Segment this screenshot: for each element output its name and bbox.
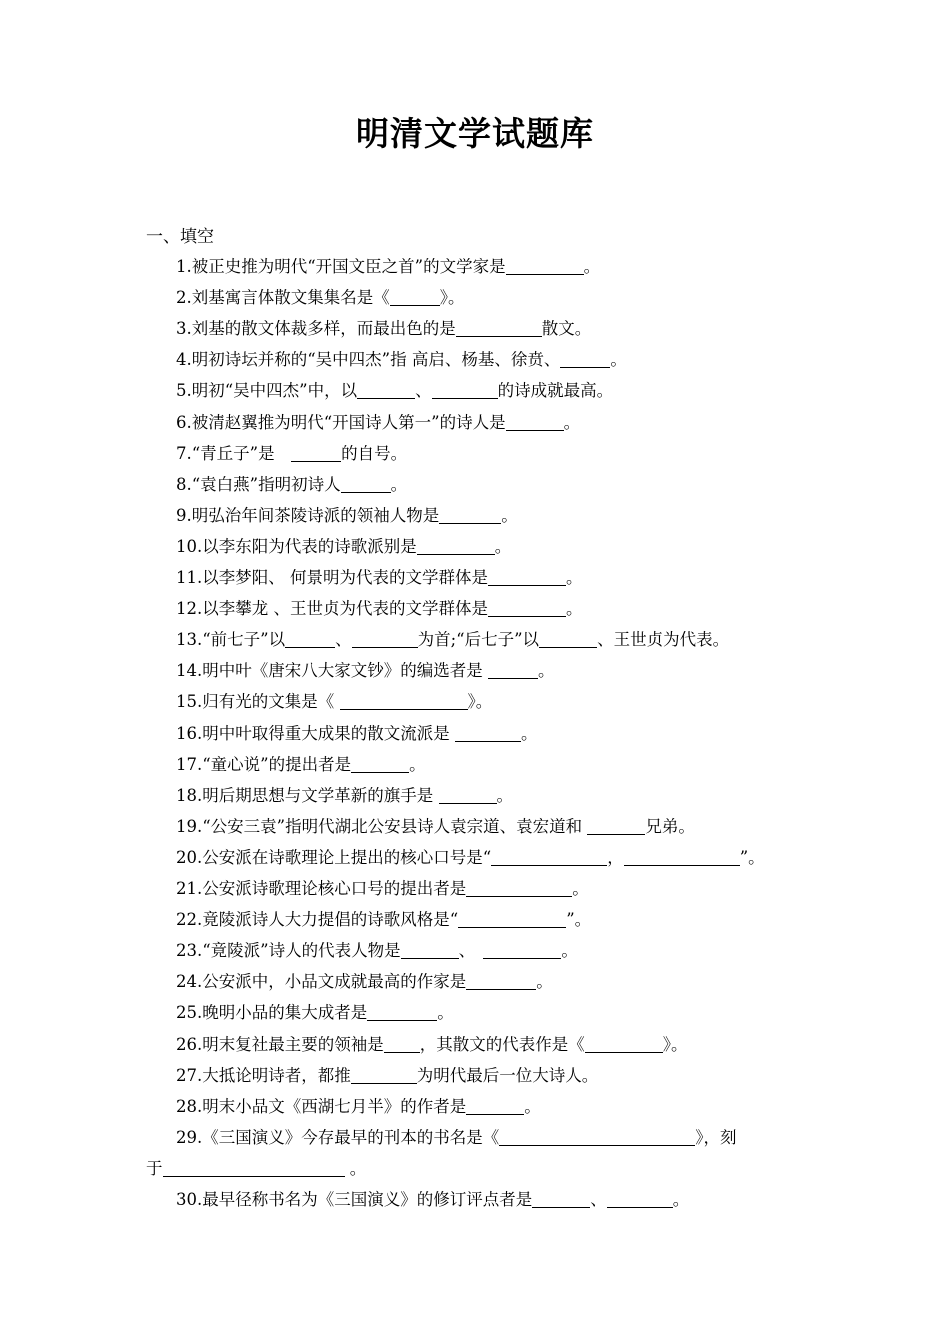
- question-text: 。: [563, 413, 581, 432]
- question-number: 14.: [176, 661, 203, 680]
- question-number: 12.: [176, 599, 203, 618]
- question-text: 被正史推为明代“开国文臣之首”的文学家是: [191, 257, 506, 276]
- answer-blank[interactable]: [341, 474, 391, 493]
- question-text: 明末小品文《西湖七月半》的作者是: [202, 1097, 467, 1116]
- question-item: [176, 442, 407, 466]
- question-text: 。: [672, 1190, 690, 1209]
- question-item: [176, 1095, 541, 1119]
- question-text: 明中叶取得重大成果的散文流派是: [202, 724, 455, 743]
- question-text: 。: [572, 879, 589, 898]
- answer-blank[interactable]: [417, 536, 495, 555]
- answer-blank[interactable]: [285, 629, 335, 648]
- question-text: 公安派在诗歌理论上提出的核心口号是“: [202, 848, 492, 867]
- answer-blank[interactable]: [539, 629, 597, 648]
- question-number: 30.: [176, 1190, 203, 1209]
- question-text: 。: [344, 1159, 367, 1178]
- answer-blank[interactable]: [401, 940, 459, 959]
- answer-blank[interactable]: [560, 349, 610, 368]
- question-text: 。: [524, 1097, 541, 1116]
- question-text: 、: [458, 941, 484, 960]
- question-text: 。: [566, 568, 583, 587]
- question-text: 、: [415, 381, 432, 400]
- question-item: [176, 970, 553, 994]
- question-item: [176, 846, 765, 870]
- question-number: 17.: [176, 755, 203, 774]
- question-number: 10.: [176, 537, 203, 556]
- question-text: 》，刻: [695, 1128, 737, 1147]
- question-text: 刘基的散文体裁多样，而最出色的是: [191, 319, 456, 338]
- question-number: 6.: [176, 413, 192, 432]
- answer-blank[interactable]: [163, 1158, 345, 1177]
- answer-blank[interactable]: [506, 256, 584, 275]
- question-item: [176, 784, 513, 808]
- question-number: 25.: [176, 1003, 203, 1022]
- question-text: 》。: [439, 288, 465, 307]
- question-number: 13.: [176, 630, 203, 649]
- question-text: 。: [536, 972, 553, 991]
- question-text: 明末复社最主要的领袖是: [202, 1035, 384, 1054]
- question-text: 公安派诗歌理论核心口号的提出者是: [202, 879, 467, 898]
- answer-blank[interactable]: [439, 785, 497, 804]
- answer-blank[interactable]: [488, 660, 538, 679]
- question-number: 21.: [176, 879, 203, 898]
- question-text: 。: [437, 1003, 454, 1022]
- answer-blank[interactable]: [352, 629, 418, 648]
- question-text: 为首;“后七子”以: [417, 630, 540, 649]
- answer-blank[interactable]: [357, 380, 415, 399]
- question-text: 的自号。: [341, 444, 408, 463]
- question-text: 。: [610, 350, 627, 369]
- question-text: 于: [146, 1159, 163, 1178]
- question-text: 。: [561, 941, 578, 960]
- question-number: 24.: [176, 972, 203, 991]
- question-number: 20.: [176, 848, 203, 867]
- question-text: 。: [409, 755, 426, 774]
- question-text: 明弘治年间茶陵诗派的领袖人物是: [191, 506, 440, 525]
- question-number: 15.: [176, 692, 203, 711]
- question-text: ，其散文的代表作是《: [419, 1035, 585, 1054]
- question-number: 23.: [176, 941, 203, 960]
- answer-blank[interactable]: [466, 1096, 524, 1115]
- answer-blank[interactable]: [532, 1189, 590, 1208]
- answer-blank[interactable]: [466, 971, 536, 990]
- question-number: 27.: [176, 1066, 203, 1085]
- question-text: 最早径称书名为《三国演义》的修订评点者是: [202, 1190, 533, 1209]
- question-item: [176, 566, 583, 590]
- question-text: 以李梦阳、 何景明为代表的文学群体是: [202, 568, 488, 587]
- question-number: 26.: [176, 1035, 203, 1054]
- answer-blank[interactable]: [499, 1127, 695, 1146]
- question-continuation: [146, 1157, 366, 1181]
- question-item: [176, 939, 578, 963]
- question-number: 18.: [176, 786, 203, 805]
- question-text: 、: [590, 1190, 607, 1209]
- answer-blank[interactable]: [456, 318, 542, 337]
- question-text: 以李东阳为代表的诗歌派别是: [202, 537, 417, 556]
- question-text: 刘基寓言体散文集集名是《: [191, 288, 390, 307]
- question-item: [176, 690, 492, 714]
- answer-blank[interactable]: [455, 723, 521, 742]
- question-text: “青丘子”是: [191, 444, 292, 463]
- answer-blank[interactable]: [340, 691, 468, 710]
- question-text: 。: [566, 599, 583, 618]
- question-text: 以李攀龙 、王世贞为代表的文学群体是: [202, 599, 488, 618]
- answer-blank[interactable]: [491, 847, 607, 866]
- question-number: 8.: [176, 475, 192, 494]
- question-text: 。: [521, 724, 538, 743]
- answer-blank[interactable]: [351, 1065, 417, 1084]
- answer-blank[interactable]: [351, 754, 409, 773]
- question-item: [176, 535, 511, 559]
- question-item: [176, 317, 591, 341]
- question-item: [176, 597, 583, 621]
- question-number: 22.: [176, 910, 203, 929]
- question-text: 归有光的文集是《: [202, 692, 340, 711]
- answer-blank[interactable]: [466, 878, 572, 897]
- question-text: “公安三袁”指明代湖北公安县诗人袁宗道、袁宏道和: [202, 817, 588, 836]
- question-number: 29.: [176, 1128, 203, 1147]
- question-item: [176, 1188, 689, 1212]
- question-item: [176, 1033, 688, 1057]
- question-text: 。: [538, 661, 555, 680]
- question-text: 被清赵翼推为明代“开国诗人第一”的诗人是: [191, 413, 506, 432]
- question-text: 晚明小品的集大成者是: [202, 1003, 368, 1022]
- answer-blank[interactable]: [585, 1034, 663, 1053]
- question-item: [176, 255, 600, 279]
- question-text: 。: [496, 786, 513, 805]
- question-text: 明初“吴中四杰”中，以: [191, 381, 358, 400]
- answer-blank[interactable]: [488, 598, 566, 617]
- question-number: 16.: [176, 724, 203, 743]
- question-item: [176, 659, 555, 683]
- question-text: 明初诗坛并称的“吴中四杰”指 高启、杨基、徐贲、: [191, 350, 561, 369]
- question-text: ”。: [739, 848, 765, 867]
- question-text: 。: [501, 506, 518, 525]
- question-number: 2.: [176, 288, 192, 307]
- question-item: [176, 348, 627, 372]
- answer-blank[interactable]: [384, 1034, 420, 1053]
- question-item: [176, 908, 591, 932]
- question-text: 《三国演义》今存最早的刊本的书名是《: [202, 1128, 500, 1147]
- answer-blank[interactable]: [390, 287, 440, 306]
- question-item: [176, 877, 589, 901]
- answer-blank[interactable]: [458, 909, 566, 928]
- answer-blank[interactable]: [607, 1189, 673, 1208]
- question-text: 竟陵派诗人大力提倡的诗歌风格是“: [202, 910, 459, 929]
- answer-blank[interactable]: [439, 505, 501, 524]
- question-text: 散文。: [541, 319, 592, 338]
- question-text: “童心说”的提出者是: [202, 755, 352, 774]
- question-text: 》。: [662, 1035, 688, 1054]
- answer-blank[interactable]: [587, 816, 645, 835]
- question-number: 11.: [176, 568, 203, 587]
- question-number: 5.: [176, 381, 192, 400]
- question-item: [176, 722, 538, 746]
- question-item: [176, 1001, 454, 1025]
- answer-blank[interactable]: [488, 567, 566, 586]
- answer-blank[interactable]: [432, 380, 498, 399]
- question-number: 1.: [176, 257, 192, 276]
- question-number: 3.: [176, 319, 192, 338]
- question-text: 明后期思想与文学革新的旗手是: [202, 786, 439, 805]
- question-item: [176, 1064, 598, 1088]
- question-text: ，: [607, 848, 624, 867]
- question-item: [176, 753, 426, 777]
- question-number: 19.: [176, 817, 203, 836]
- question-text: “前七子”以: [202, 630, 286, 649]
- question-number: 28.: [176, 1097, 203, 1116]
- question-number: 9.: [176, 506, 192, 525]
- page-title: 明清文学试题库: [356, 114, 594, 153]
- answer-blank[interactable]: [291, 443, 341, 462]
- question-text: 为明代最后一位大诗人。: [416, 1066, 599, 1085]
- question-text: 明中叶《唐宋八大家文钞》的编选者是: [202, 661, 488, 680]
- question-text: 》。: [467, 692, 493, 711]
- question-number: 7.: [176, 444, 192, 463]
- question-text: 公安派中，小品文成就最高的作家是: [202, 972, 467, 991]
- question-text: 。: [390, 475, 408, 494]
- question-text: “袁白燕”指明初诗人: [191, 475, 341, 494]
- question-text: 、: [335, 630, 352, 649]
- answer-blank[interactable]: [483, 940, 561, 959]
- question-text: 。: [494, 537, 512, 556]
- question-text: ”。: [566, 910, 592, 929]
- answer-blank[interactable]: [506, 412, 564, 431]
- section-heading: 一、填空: [146, 227, 214, 247]
- question-item: [176, 411, 580, 435]
- question-text: 的诗成就最高。: [497, 381, 614, 400]
- question-item: [176, 286, 465, 310]
- question-number: 4.: [176, 350, 192, 369]
- question-text: 兄弟。: [645, 817, 695, 836]
- question-item: [176, 379, 613, 403]
- question-text: 。: [583, 257, 601, 276]
- question-text: “竟陵派”诗人的代表人物是: [202, 941, 401, 960]
- question-item: [176, 504, 518, 528]
- question-item: [176, 1126, 737, 1150]
- question-text: 大抵论明诗者，都推: [202, 1066, 351, 1085]
- answer-blank[interactable]: [367, 1002, 437, 1021]
- question-item: [176, 815, 695, 839]
- question-text: 、王世贞为代表。: [597, 630, 730, 649]
- answer-blank[interactable]: [624, 847, 740, 866]
- question-item: [176, 473, 407, 497]
- question-item: [176, 628, 729, 652]
